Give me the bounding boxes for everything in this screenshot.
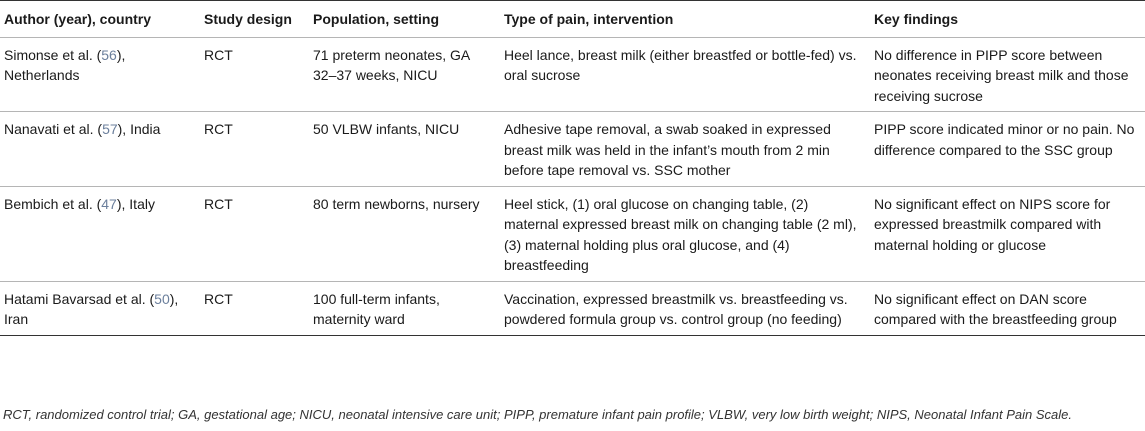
table-row	[0, 112, 1145, 187]
cell-findings: PIPP score indicated minor or no pain. No difference compared to the SSC group	[870, 112, 1145, 187]
reference-link[interactable]: 56	[101, 46, 117, 63]
table-footnote: RCT, randomized control trial; GA, gestational age; NICU, neonatal intensive care unit; PIPP, premature infant pain profile; VLBW, very low birth weight; NIPS, Neonatal Infant Pain Scale.	[3, 407, 1072, 422]
reference-link[interactable]: 50	[154, 290, 170, 307]
cell-intervention: Heel stick, (1) oral glucose on changing table, (2) maternal expressed breast milk on changing table (2 ml), (3) maternal holding plus oral glucose, and (4) breastfeeding	[500, 186, 870, 281]
cell-design: RCT	[200, 186, 309, 281]
table-row	[0, 186, 1145, 281]
header-intervention: Type of pain, intervention	[504, 11, 674, 27]
cell-population: 50 VLBW infants, NICU	[309, 112, 500, 187]
cell-population: 71 preterm neonates, GA 32–37 weeks, NICU	[309, 37, 500, 112]
reference-link[interactable]: 57	[102, 121, 118, 137]
table-row	[0, 281, 1145, 335]
reference-link[interactable]: 47	[101, 195, 117, 212]
header-author: Author (year), country	[4, 11, 152, 27]
cell-design: RCT	[200, 281, 309, 335]
cell-author: Hatami Bavarsad et al. (50), Iran	[0, 281, 200, 335]
header-row	[0, 1, 1145, 38]
cell-population: 100 full-term infants, maternity ward	[309, 281, 500, 335]
table-row	[0, 37, 1145, 112]
table-body	[0, 37, 1145, 335]
cell-author: Bembich et al. (47), Italy	[0, 186, 200, 281]
header-findings: Key findings	[874, 11, 959, 27]
header-design: Study design	[204, 11, 292, 27]
cell-intervention: Heel lance, breast milk (either breastfed or bottle-fed) vs. oral sucrose	[500, 37, 870, 112]
table-header	[0, 1, 1145, 38]
cell-design: RCT	[200, 37, 309, 112]
cell-design: RCT	[200, 112, 309, 187]
cell-population: 80 term newborns, nursery	[309, 186, 500, 281]
cell-author: Simonse et al. (56), Netherlands	[0, 37, 200, 112]
cell-author: Nanavati et al. (57), India	[0, 112, 200, 187]
cell-findings: No significant effect on NIPS score for expressed breastmilk compared with maternal holding or glucose	[870, 186, 1145, 281]
cell-findings: No significant effect on DAN score compared with the breastfeeding group	[870, 281, 1145, 335]
cell-findings: No difference in PIPP score between neonates receiving breast milk and those receiving sucrose	[870, 37, 1145, 112]
cell-intervention: Vaccination, expressed breastmilk vs. breastfeeding vs. powdered formula group vs. control group (no feeding)	[500, 281, 870, 335]
header-population: Population, setting	[313, 11, 439, 27]
cell-intervention: Adhesive tape removal, a swab soaked in expressed breast milk was held in the infant’s mouth from 2 min before tape removal vs. SSC mother	[500, 112, 870, 187]
